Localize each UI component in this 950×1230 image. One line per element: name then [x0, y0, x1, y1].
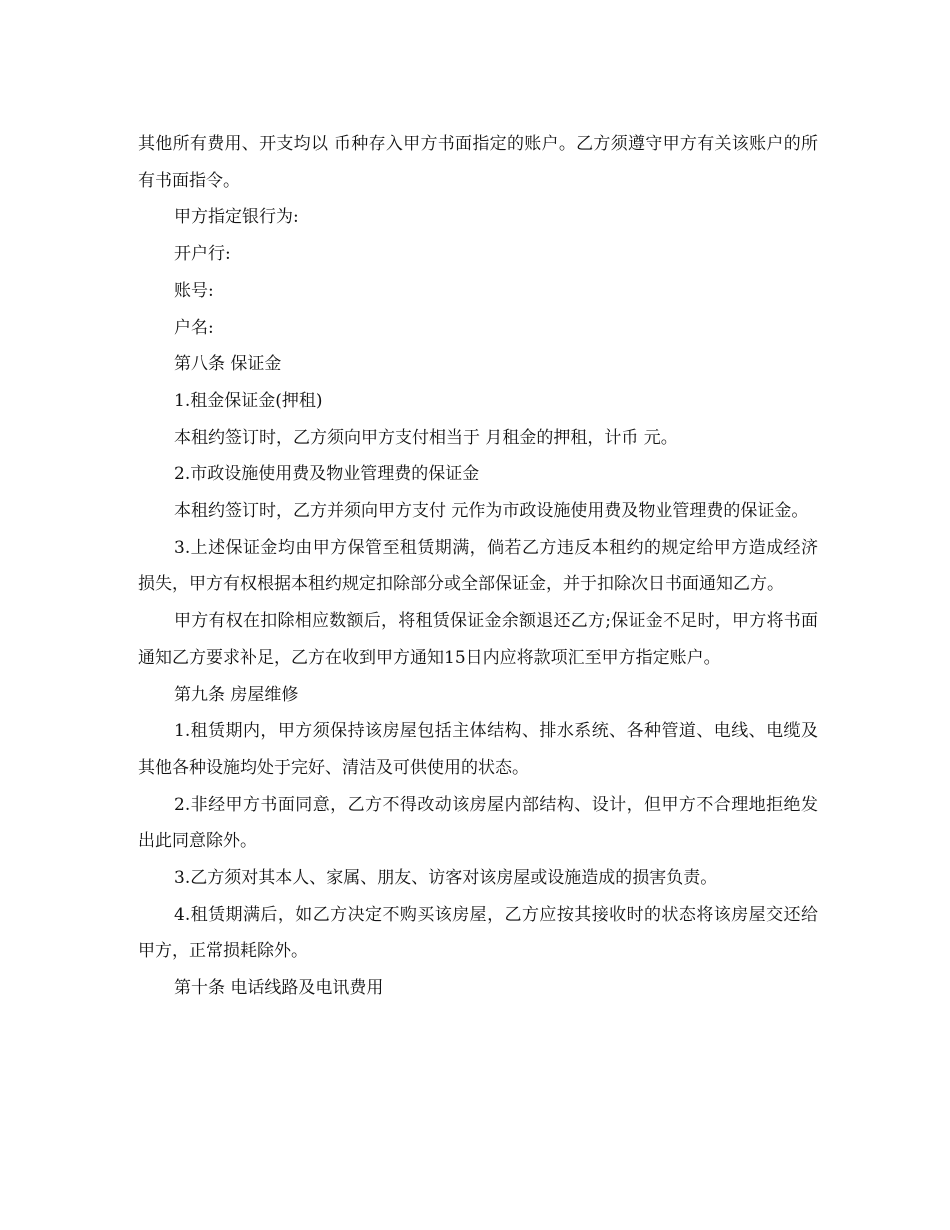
- paragraph-rent-deposit-title: 1.租金保证金(押租): [174, 390, 323, 411]
- paragraph-utility-deposit-body: 本租约签订时，乙方并须向甲方支付 元作为市政设施使用费及物业管理费的保证金。: [174, 501, 809, 522]
- paragraph-maintenance-1: 1.租赁期内，甲方须保持该房屋包括主体结构、排水系统、各种管道、电线、电缆及其他各种设施均处于完好、清洁及可供使用的状态。: [138, 721, 818, 778]
- paragraph-account-number: 账号:: [174, 280, 214, 301]
- paragraph-maintenance-3: 3.乙方须对其本人、家属、朋友、访客对该房屋或设施造成的损害负责。: [174, 868, 718, 889]
- paragraph-deposit-custody: 3.上述保证金均由甲方保管至租赁期满，倘若乙方违反本租约的规定给甲方造成经济损失，甲方有权根据本租约规定扣除部分或全部保证金，并于扣除次日书面通知乙方。: [138, 537, 818, 595]
- section-heading-article-10: 第十条 电话线路及电讯费用: [174, 978, 384, 999]
- paragraph-deposit-refund: 甲方有权在扣除相应数额后，将租赁保证金余额退还乙方;保证金不足时，甲方将书面通知乙方要求补足，乙方在收到甲方通知15日内应将款项汇至甲方指定账户。: [138, 611, 818, 668]
- paragraph-designated-bank: 甲方指定银行为:: [174, 207, 299, 228]
- paragraph-opening-bank: 开户行:: [174, 244, 231, 265]
- document-body: [138, 126, 818, 1007]
- paragraph-account-name: 户名:: [174, 317, 214, 338]
- paragraph-rent-deposit-body: 本租约签订时，乙方须向甲方支付相当于 月租金的押租，计币 元。: [174, 427, 678, 448]
- section-heading-article-8: 第八条 保证金: [174, 354, 282, 375]
- paragraph-maintenance-4: 4.租赁期满后，如乙方决定不购买该房屋，乙方应按其接收时的状态将该房屋交还给甲方，正常损耗除外。: [138, 904, 818, 962]
- paragraph-account-instructions: 其他所有费用、开支均以 币种存入甲方书面指定的账户。乙方须遵守甲方有关该账户的所有书面指令。: [138, 134, 818, 191]
- section-heading-article-9: 第九条 房屋维修: [174, 684, 299, 705]
- paragraph-maintenance-2: 2.非经甲方书面同意，乙方不得改动该房屋内部结构、设计，但甲方不合理地拒绝发出此同意除外。: [138, 794, 818, 852]
- paragraph-utility-deposit-title: 2.市政设施使用费及物业管理费的保证金: [174, 464, 480, 485]
